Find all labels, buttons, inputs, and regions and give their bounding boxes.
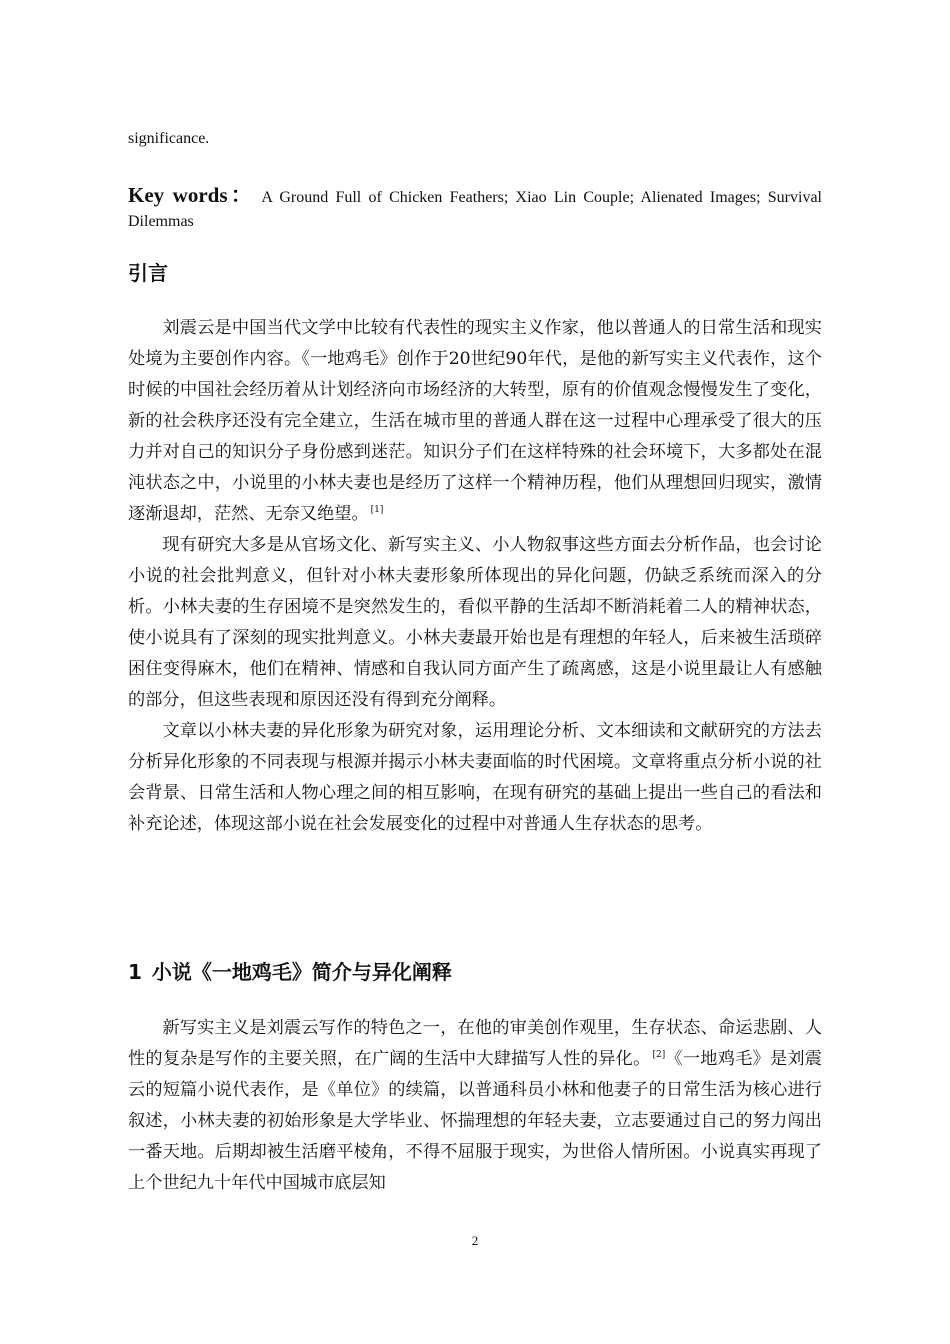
section-1-body	[128, 1013, 822, 1199]
intro-paragraph-3: 文章以小林夫妻的异化形象为研究对象，运用理论分析、文本细读和文献研究的方法去分析异化形象的不同表现与根源并揭示小林夫妻面临的时代困境。文章将重点分析小说的社会背景、日常生活和人物心理之间的相互影响，在现有研究的基础上提出一些自己的看法和补充论述，体现这部小说在社会发展变化的过程中对普通人生存状态的思考。	[128, 721, 822, 834]
section-1-text-part-2: 《一地鸡毛》是刘震云的短篇小说代表作，是《单位》的续篇，以普通科员小林和他妻子的日常生活为核心进行叙述，小林夫妻的初始形象是大学毕业、怀揣理想的年轻夫妻，立志要通过自己的努力闯出一番天地。后期却被生活磨平棱角，不得不屈服于现实，为世俗人情所困。小说真实再现了上个世纪九十年代中国城市底层知	[128, 1049, 822, 1193]
intro-heading: 引言	[128, 261, 168, 285]
section-1-number: 1	[128, 960, 142, 984]
section-1-heading	[128, 958, 452, 986]
abstract-tail: significance.	[128, 130, 210, 147]
section-1-title: 小说《一地鸡毛》简介与异化阐释	[151, 960, 452, 984]
page-number: 2	[471, 1233, 479, 1248]
intro-paragraph-2: 现有研究大多是从官场文化、新写实主义、小人物叙事这些方面去分析作品，也会讨论小说的社会批判意义，但针对小林夫妻形象所体现出的异化问题，仍缺乏系统而深入的分析。小林夫妻的生存困境不是突然发生的，看似平静的生活却不断消耗着二人的精神状态，使小说具有了深刻的现实批判意义。小林夫妻最开始也是有理想的年轻人，后来被生活琐碎困住变得麻木，他们在精神、情感和自我认同方面产生了疏离感，这是小说里最让人有感触的部分，但这些表现和原因还没有得到充分阐释。	[128, 535, 822, 710]
intro-paragraph-1-text: 刘震云是中国当代文学中比较有代表性的现实主义作家，他以普通人的日常生活和现实处境为主要创作内容。《一地鸡毛》创作于20世纪90年代，是他的新写实主义代表作，这个时候的中国社会经历着从计划经济向市场经济的大转型，原有的价值观念慢慢发生了变化，新的社会秩序还没有完全建立，生活在城市里的普通人群在这一过程中心理承受了很大的压力并对自己的知识分子身份感到迷茫。知识分子们在这样特殊的社会环境下，大多都处在混沌状态之中，小说里的小林夫妻也是经历了这样一个精神历程，他们从理想回归现实，激情逐渐退却，茫然、无奈又绝望。	[128, 318, 822, 524]
intro-body	[128, 313, 822, 840]
section-1-paragraph	[128, 1013, 822, 1199]
citation-ref-2: [2]	[652, 1050, 666, 1061]
keywords-text: A Ground Full of Chicken Feathers; Xiao Lin Couple; Alienated Images; Survival Dilemmas	[128, 189, 822, 230]
citation-ref-1: [1]	[370, 505, 384, 516]
section-1-text-part-1: 新写实主义是刘震云写作的特色之一，在他的审美创作观里，生存状态、命运悲剧、人性的复杂是写作的主要关照，在广阔的生活中大肆描写人性的异化。	[128, 1018, 822, 1069]
intro-paragraph-1	[128, 313, 822, 530]
keywords-line	[128, 183, 822, 234]
keywords-label: Key words：	[128, 183, 256, 207]
